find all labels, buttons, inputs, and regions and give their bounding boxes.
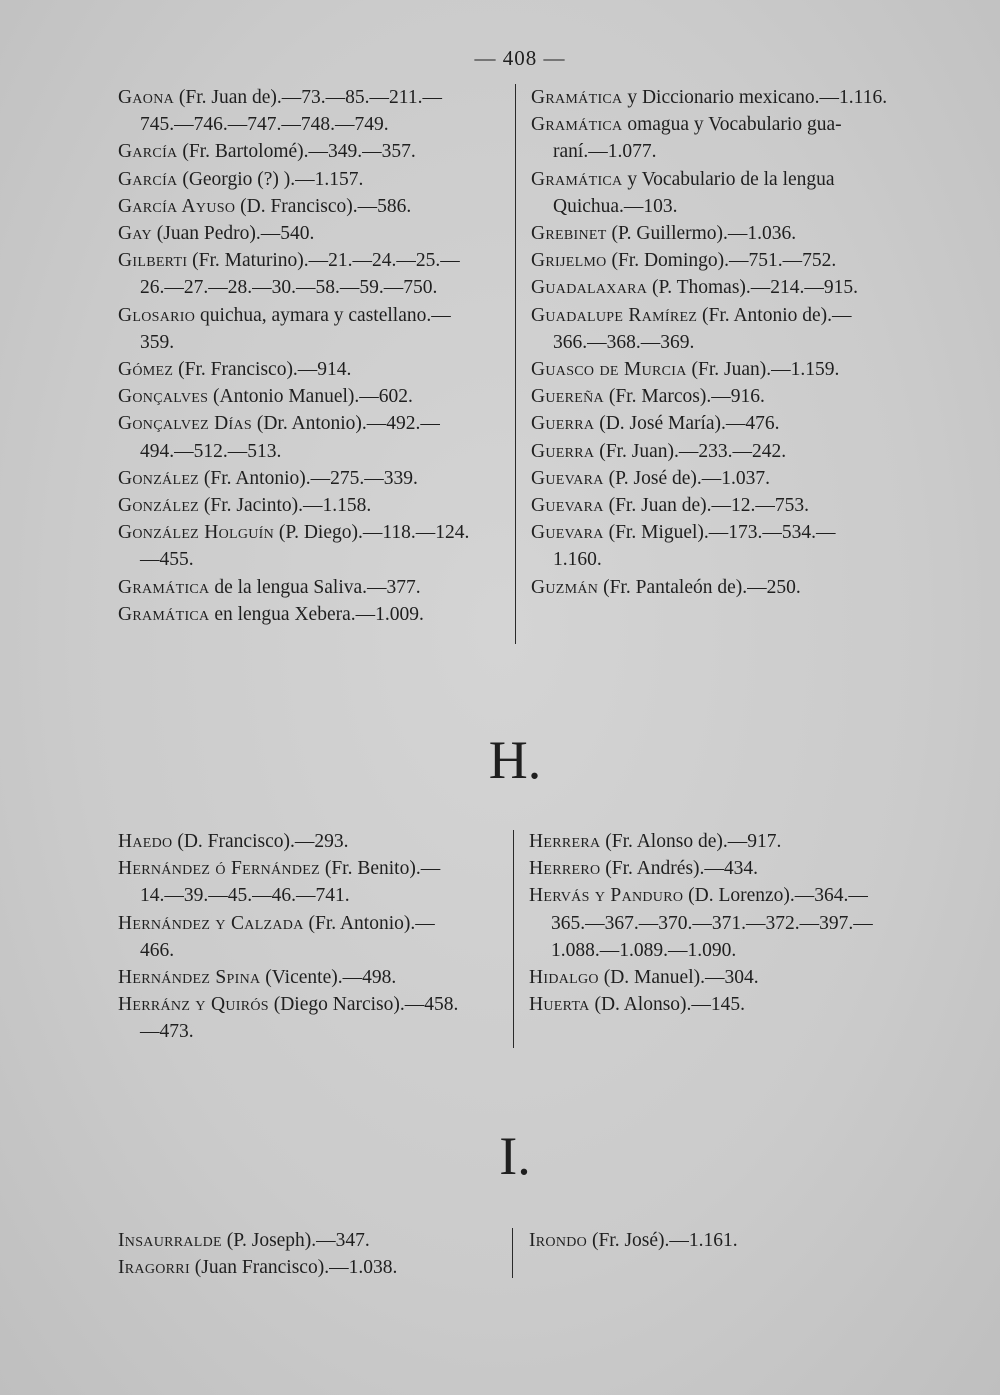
- index-entry: [531, 220, 926, 247]
- entry-references: (Fr. Juan).—233.—242.: [594, 440, 787, 462]
- entry-continuation: 26.—27.—28.—30.—58.—59.—750.: [140, 277, 438, 299]
- entry-name: Irondo: [529, 1230, 588, 1251]
- entry-references: (P. Guillermo).—1.036.: [606, 223, 797, 245]
- entry-references: (D. Francisco).—586.: [235, 195, 412, 217]
- index-entry: [118, 166, 513, 193]
- entry-name: González: [118, 467, 200, 489]
- index-entry: [531, 465, 926, 492]
- entry-references: (Fr. Domingo).—751.—752.: [606, 250, 837, 272]
- page-number: — 408 —: [474, 46, 566, 70]
- entry-name: Gilberti: [118, 250, 188, 272]
- entry-name: Gómez: [118, 359, 174, 381]
- entry-continuation: 745.—746.—747.—748.—749.: [140, 114, 389, 136]
- index-entry: [529, 1227, 924, 1254]
- h-entries-left-column: [118, 828, 513, 1046]
- entry-references: y Diccionario mexicano.—1.116.: [622, 87, 888, 108]
- g-entries-left-column: [118, 84, 513, 628]
- entry-name: González Holguín: [118, 522, 275, 544]
- entry-name: González: [118, 495, 200, 517]
- index-entry: [118, 964, 513, 991]
- column-divider: [513, 830, 514, 1048]
- entry-name: García: [118, 168, 178, 190]
- entry-name: Gramática: [118, 576, 210, 598]
- entry-name: Gonçalvez Días: [118, 413, 252, 435]
- section-heading-i: I.: [499, 1126, 531, 1186]
- index-entry: [529, 828, 924, 855]
- index-entry: [118, 828, 513, 855]
- entry-continuation: 359.: [140, 331, 175, 353]
- entry-name: García: [118, 141, 178, 163]
- entry-name: Guevara: [531, 495, 604, 517]
- entry-references: (Fr. Francisco).—914.: [173, 359, 352, 381]
- entry-name: Haedo: [118, 831, 173, 852]
- entry-references: (Antonio Manuel).—602.: [208, 386, 413, 408]
- entry-name: Guadalupe Ramírez: [531, 304, 698, 326]
- entry-name: Gonçalves: [118, 386, 209, 408]
- entry-continuation: 365.—367.—370.—371.—372.—397.—: [551, 912, 873, 934]
- entry-references: (Fr. Miguel).—173.—534.—: [603, 522, 836, 544]
- index-entry: [118, 247, 513, 301]
- entry-references: (D. José María).—476.: [594, 413, 780, 435]
- column-divider: [515, 84, 516, 644]
- index-entry: [118, 574, 513, 601]
- index-entry: [118, 302, 513, 356]
- entry-references: (Vicente).—498.: [260, 967, 397, 989]
- entry-name: Guevara: [531, 467, 604, 489]
- index-entry: [118, 601, 513, 628]
- entry-name: Herránz y Quirós: [118, 994, 269, 1016]
- entry-name: Guasco de Murcia: [531, 359, 687, 381]
- h-entries-right-column: [529, 828, 924, 1018]
- index-entry: [118, 84, 513, 138]
- index-entry: [529, 855, 924, 882]
- entry-name: Iragorri: [118, 1257, 190, 1279]
- index-entry: [118, 991, 513, 1045]
- entry-references: (P. Diego).—118.—124.: [274, 522, 470, 544]
- index-entry: [529, 964, 924, 991]
- index-entry: [531, 274, 926, 301]
- entry-name: Herrera: [529, 831, 601, 852]
- entry-continuation: —473.: [140, 1021, 194, 1043]
- index-entry: [118, 1254, 513, 1281]
- index-entry: [529, 991, 924, 1018]
- entry-name: Hernández ó Fernández: [118, 858, 320, 880]
- index-entry: [531, 410, 926, 437]
- entry-references: (D. Manuel).—304.: [598, 967, 759, 989]
- index-entry: [529, 882, 924, 964]
- index-entry: [531, 247, 926, 274]
- entry-continuation: Quichua.—103.: [553, 195, 678, 217]
- entry-continuation: 466.: [140, 939, 175, 961]
- entry-name: Guerra: [531, 440, 595, 462]
- entry-name: Hernández Spina: [118, 967, 261, 989]
- entry-references: (P. Joseph).—347.: [221, 1230, 370, 1251]
- entry-name: Insaurralde: [118, 1230, 222, 1251]
- entry-references: (D. Alonso).—145.: [589, 994, 746, 1016]
- entry-name: Hernández y Calzada: [118, 912, 304, 934]
- index-entry: [118, 910, 513, 964]
- entry-references: (Fr. Marcos).—916.: [603, 386, 765, 408]
- entry-name: Glosario: [118, 304, 196, 326]
- index-entry: [531, 166, 926, 220]
- index-entry: [531, 492, 926, 519]
- entry-references: (Fr. Benito).—: [319, 858, 441, 880]
- entry-references: (Georgio (?) ).—1.157.: [177, 168, 364, 190]
- entry-continuation: —455.: [140, 549, 194, 571]
- entry-references: (D. Lorenzo).—364.—: [683, 885, 868, 907]
- i-entries-left-column: [118, 1227, 513, 1281]
- entry-references: (Fr. Andrés).—434.: [600, 858, 759, 880]
- entry-references: (Fr. Bartolomé).—349.—357.: [177, 141, 416, 163]
- entry-name: Hidalgo: [529, 967, 599, 989]
- entry-continuation: 494.—512.—513.: [140, 440, 282, 462]
- entry-name: Huerta: [529, 994, 590, 1016]
- entry-name: Gramática: [531, 114, 623, 136]
- entry-name: Guerra: [531, 413, 595, 435]
- entry-references: (P. José de).—1.037.: [603, 467, 771, 489]
- entry-references: quichua, aymara y castellano.—: [195, 304, 451, 326]
- index-entry: [531, 111, 926, 165]
- entry-references: (Fr. Juan).—1.159.: [686, 359, 840, 381]
- entry-references: (Fr. Antonio).—275.—339.: [199, 467, 418, 489]
- entry-references: (Fr. Jacinto).—1.158.: [199, 495, 372, 517]
- index-entry: [531, 574, 926, 601]
- index-entry: [531, 519, 926, 573]
- index-entry: [118, 138, 513, 165]
- entry-references: (Dr. Antonio).—492.—: [251, 413, 440, 435]
- entry-references: omagua y Vocabulario gua-: [622, 114, 842, 136]
- entry-references: (Juan Pedro).—540.: [151, 223, 315, 245]
- entry-name: Guzmán: [531, 576, 599, 598]
- entry-name: Grebinet: [531, 223, 607, 245]
- index-entry: [118, 410, 513, 464]
- entry-name: Gramática: [531, 168, 623, 190]
- entry-references: (Fr. Juan de).—73.—85.—211.—: [174, 87, 442, 108]
- entry-continuation: raní.—1.077.: [553, 141, 657, 163]
- index-entry: [531, 302, 926, 356]
- index-entry: [118, 519, 513, 573]
- entry-references: (Juan Francisco).—1.038.: [189, 1257, 398, 1279]
- entry-name: Gay: [118, 223, 152, 245]
- index-entry: [118, 193, 513, 220]
- index-entry: [118, 855, 513, 909]
- entry-continuation: 14.—39.—45.—46.—741.: [140, 885, 350, 907]
- entry-name: García Ayuso: [118, 195, 236, 217]
- entry-references: de la lengua Saliva.—377.: [209, 576, 421, 598]
- entry-continuation: 1.088.—1.089.—1.090.: [551, 939, 737, 961]
- index-entry: [118, 465, 513, 492]
- entry-references: (Fr. Maturino).—21.—24.—25.—: [187, 250, 460, 272]
- entry-references: en lengua Xebera.—1.009.: [209, 603, 424, 625]
- index-entry: [531, 383, 926, 410]
- i-entries-right-column: [529, 1227, 924, 1254]
- section-heading-h: H.: [488, 730, 542, 790]
- entry-name: Guevara: [531, 522, 604, 544]
- entry-continuation: 1.160.: [553, 549, 602, 571]
- entry-name: Gaona: [118, 87, 175, 108]
- index-entry: [531, 438, 926, 465]
- entry-name: Gramática: [118, 603, 210, 625]
- index-entry: [118, 356, 513, 383]
- entry-references: (Fr. Antonio de).—: [697, 304, 852, 326]
- entry-name: Guadalaxara: [531, 277, 648, 299]
- index-entry: [118, 383, 513, 410]
- index-entry: [118, 492, 513, 519]
- column-divider: [512, 1228, 513, 1278]
- index-entry: [531, 84, 926, 111]
- entry-references: (Diego Narciso).—458.: [268, 994, 459, 1016]
- entry-name: Grijelmo: [531, 250, 607, 272]
- entry-references: (Fr. Pantaleón de).—250.: [598, 576, 801, 598]
- entry-references: (Fr. Antonio).—: [303, 912, 435, 934]
- index-entry: [118, 220, 513, 247]
- entry-name: Hervás y Panduro: [529, 885, 684, 907]
- entry-references: (P. Thomas).—214.—915.: [647, 277, 859, 299]
- entry-references: (Fr. José).—1.161.: [587, 1230, 738, 1251]
- entry-references: y Vocabulario de la lengua: [622, 168, 835, 190]
- entry-references: (D. Francisco).—293.: [172, 831, 349, 852]
- index-entry: [118, 1227, 513, 1254]
- entry-references: (Fr. Alonso de).—917.: [600, 831, 782, 852]
- g-entries-right-column: [531, 84, 926, 601]
- entry-name: Guereña: [531, 386, 604, 408]
- entry-continuation: 366.—368.—369.: [553, 331, 695, 353]
- entry-name: Gramática: [531, 87, 623, 108]
- entry-name: Herrero: [529, 858, 601, 880]
- entry-references: (Fr. Juan de).—12.—753.: [603, 495, 809, 517]
- index-entry: [531, 356, 926, 383]
